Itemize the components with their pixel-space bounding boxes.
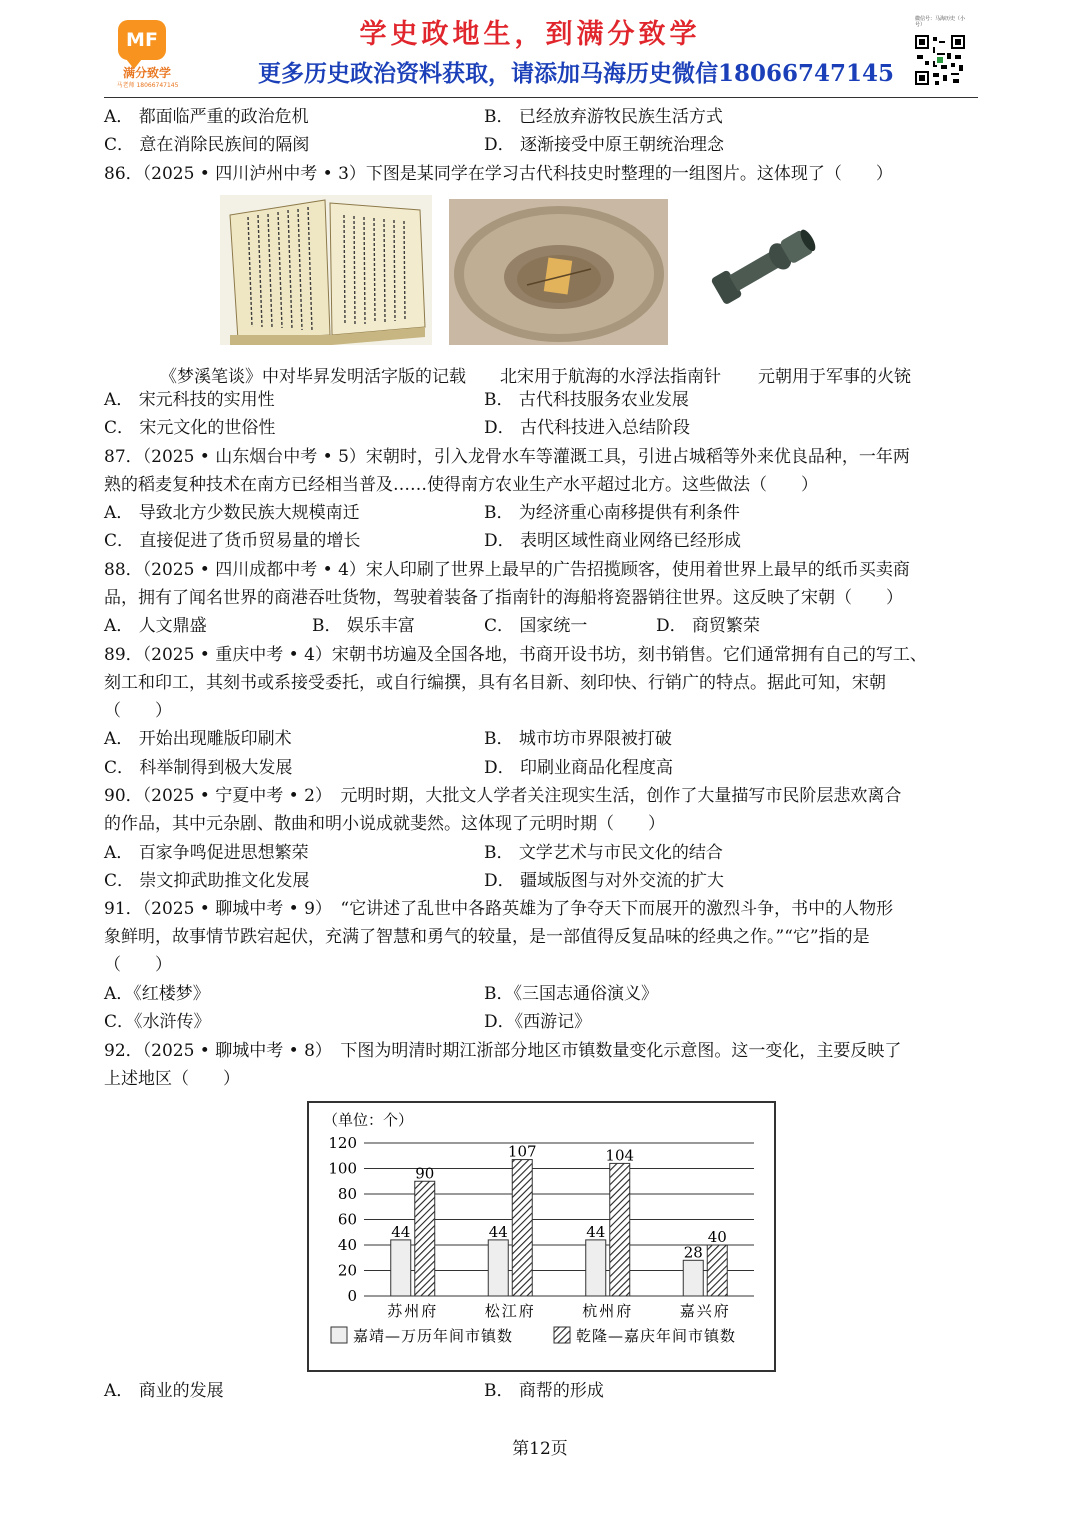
option-d: D． 疆域版图与对外交流的扩大 <box>484 871 725 891</box>
option-d: D． 表明区域性商业网络已经形成 <box>484 531 742 551</box>
header-slogan: 学史政地生，到满分致学 <box>359 19 701 50</box>
question-91-stem-line1: 91．（2025 • 聊城中考 • 9） “它讲述了乱世中各路英雄为了争夺天下而展开的激烈斗争，书中的人物形 <box>104 899 894 919</box>
book-image <box>220 195 432 345</box>
question-90-stem-line2: 的作品，其中元杂剧、散曲和明小说成就斐然。这体现了元明时期（ ） <box>104 814 665 834</box>
option-d: D．《西游记》 <box>484 1012 592 1032</box>
data-label: 104 <box>605 1146 635 1165</box>
y-tick-label: 0 <box>347 1287 357 1305</box>
brand-phone: 马老师 18066747145 <box>116 82 179 89</box>
bar-qianlong-jiaqing <box>415 1181 435 1296</box>
header-contact: 更多历史政治资料获取，请添加马海历史微信18066747145 <box>258 60 895 87</box>
y-tick-label: 20 <box>337 1261 357 1280</box>
option-d: D． 印刷业商品化程度高 <box>484 758 674 778</box>
question-89-stem-line2: 刻工和印工，其刻书或系接受委托，或自行编撰，具有名目新、刻印快、行销广的特点。据此可知，宋朝 <box>104 673 886 693</box>
option-a: A．《红楼梦》 <box>104 984 210 1004</box>
bar-jiajing-wanli <box>683 1260 703 1296</box>
qr-code-icon[interactable] <box>915 35 965 85</box>
question-86-stem: 86．（2025 • 四川泸州中考 • 3）下图是某同学在学习古代科技史时整理的一组图片。这体现了（ ） <box>104 164 893 184</box>
chart-unit-label: （单位：个） <box>323 1111 414 1129</box>
option-b: B． 商帮的形成 <box>484 1381 604 1401</box>
data-label: 40 <box>707 1228 727 1246</box>
data-label: 90 <box>415 1164 435 1183</box>
option-a: A． 宋元科技的实用性 <box>104 390 275 410</box>
option-b: B． 城市坊市界限被打破 <box>484 729 672 749</box>
option-b: B．《三国志通俗演义》 <box>484 984 658 1004</box>
page-header <box>0 0 1080 100</box>
compass-bowl-image <box>449 199 668 345</box>
market-town-chart <box>307 1101 776 1372</box>
data-label: 44 <box>391 1222 411 1241</box>
option-a: A． 开始出现雕版印刷术 <box>104 729 292 749</box>
y-tick-label: 100 <box>328 1159 357 1178</box>
caption-book: 《梦溪笔谈》中对毕昇发明活字版的记载 <box>160 367 466 387</box>
option-b: B． 娱乐丰富 <box>312 616 415 636</box>
bar-qianlong-jiaqing <box>512 1160 532 1296</box>
question-90-stem-line1: 90．（2025 • 宁夏中考 • 2） 元明时期，大批文人学者关注现实生活，创作了大量描写市民阶层悲欢离合 <box>104 786 902 806</box>
option-c: C． 直接促进了货币贸易量的增长 <box>104 531 361 551</box>
bar-jiajing-wanli <box>488 1240 508 1296</box>
y-tick-label: 40 <box>337 1236 357 1254</box>
y-tick-label: 60 <box>337 1210 357 1229</box>
option-a: A． 导致北方少数民族大规模南迁 <box>104 503 360 523</box>
bar-qianlong-jiaqing <box>610 1163 630 1296</box>
option-d: D． 古代科技进入总结阶段 <box>484 418 691 438</box>
question-88-stem-line1: 88．（2025 • 四川成都中考 • 4）宋人印刷了世界上最早的广告招揽顾客，使用着世界上最早的纸币买卖商 <box>104 560 910 580</box>
option-c: C． 科举制得到极大发展 <box>104 758 293 778</box>
option-b: B． 古代科技服务农业发展 <box>484 390 689 410</box>
option-c: C． 国家统一 <box>484 616 588 636</box>
option-a: A． 人文鼎盛 <box>104 616 207 636</box>
bar-jiajing-wanli <box>586 1240 606 1296</box>
qr-caption: 微信号：马海历史（小号） <box>915 16 966 28</box>
data-label: 44 <box>586 1222 606 1241</box>
question-88-stem-line2: 品，拥有了闻名世界的商港吞吐货物，驾驶着装备了指南针的海船将瓷器销往世界。这反映了宋朝（ ） <box>104 588 903 608</box>
option-b: B． 已经放弃游牧民族生活方式 <box>484 107 723 127</box>
option-c: C． 意在消除民族间的隔阂 <box>104 135 310 155</box>
chart-svg <box>309 1103 774 1370</box>
option-a: A． 商业的发展 <box>104 1381 224 1401</box>
header-divider <box>104 97 978 98</box>
option-a: A． 都面临严重的政治危机 <box>104 107 309 127</box>
data-label: 107 <box>507 1142 537 1161</box>
option-a: A． 百家争鸣促进思想繁荣 <box>104 843 309 863</box>
question-87-stem-line1: 87．（2025 • 山东烟台中考 • 5）宋朝时，引入龙骨水车等灌溉工具，引进占城稻等外来优良品种，一年两 <box>104 447 910 467</box>
option-d: D． 逐渐接受中原王朝统治理念 <box>484 135 725 155</box>
option-b: B． 文学艺术与市民文化的结合 <box>484 843 723 863</box>
y-tick-label: 120 <box>328 1134 357 1152</box>
bar-qianlong-jiaqing <box>707 1245 727 1296</box>
y-tick-label: 80 <box>337 1185 357 1203</box>
option-c: C． 宋元文化的世俗性 <box>104 418 276 438</box>
category-label: 松江府 <box>484 1302 536 1320</box>
question-92-stem-line2: 上述地区（ ） <box>104 1069 240 1089</box>
question-89-stem-line3: （ ） <box>104 701 172 721</box>
brand-logo: MF <box>118 20 166 60</box>
question-91-stem-line2: 象鲜明，故事情节跌宕起伏，充满了智慧和勇气的较量，是一部值得反复品味的经典之作。”“它”指的是 <box>104 927 870 947</box>
fire-gun-image <box>700 212 830 312</box>
legend-swatch-jiajing-wanli <box>331 1327 347 1343</box>
option-d: D． 商贸繁荣 <box>656 616 761 636</box>
question-91-stem-line3: （ ） <box>104 955 172 975</box>
caption-compass: 北宋用于航海的水浮法指南针 <box>500 367 721 387</box>
caption-gun: 元朝用于军事的火铳 <box>758 367 911 387</box>
bar-jiajing-wanli <box>391 1240 411 1296</box>
page-number: 第12页 <box>512 1439 568 1459</box>
legend-swatch-qianlong-jiaqing <box>554 1327 570 1343</box>
brand-name: 满分致学 <box>122 66 171 80</box>
question-92-stem-line1: 92．（2025 • 聊城中考 • 8） 下图为明清时期江浙部分地区市镇数量变化示意图。这一变化，主要反映了 <box>104 1041 902 1061</box>
option-b: B． 为经济重心南移提供有利条件 <box>484 503 740 523</box>
legend-label-qianlong-jiaqing: 乾隆—嘉庆年间市镇数 <box>576 1327 737 1345</box>
question-87-stem-line2: 熟的稻麦复种技术在南方已经相当普及……使得南方农业生产水平超过北方。这些做法（ ） <box>104 475 818 495</box>
category-label: 嘉兴府 <box>679 1302 731 1320</box>
data-label: 28 <box>683 1243 703 1262</box>
legend-label-jiajing-wanli: 嘉靖—万历年间市镇数 <box>353 1327 514 1345</box>
data-label: 44 <box>488 1222 508 1241</box>
question-89-stem-line1: 89．（2025 • 重庆中考 • 4）宋朝书坊遍及全国各地，书商开设书坊，刻书销售。它们通常拥有自己的写工、 <box>104 645 927 665</box>
category-label: 杭州府 <box>582 1302 634 1320</box>
option-c: C．《水浒传》 <box>104 1012 211 1032</box>
option-c: C． 崇文抑武助推文化发展 <box>104 871 310 891</box>
category-label: 苏州府 <box>387 1302 439 1320</box>
